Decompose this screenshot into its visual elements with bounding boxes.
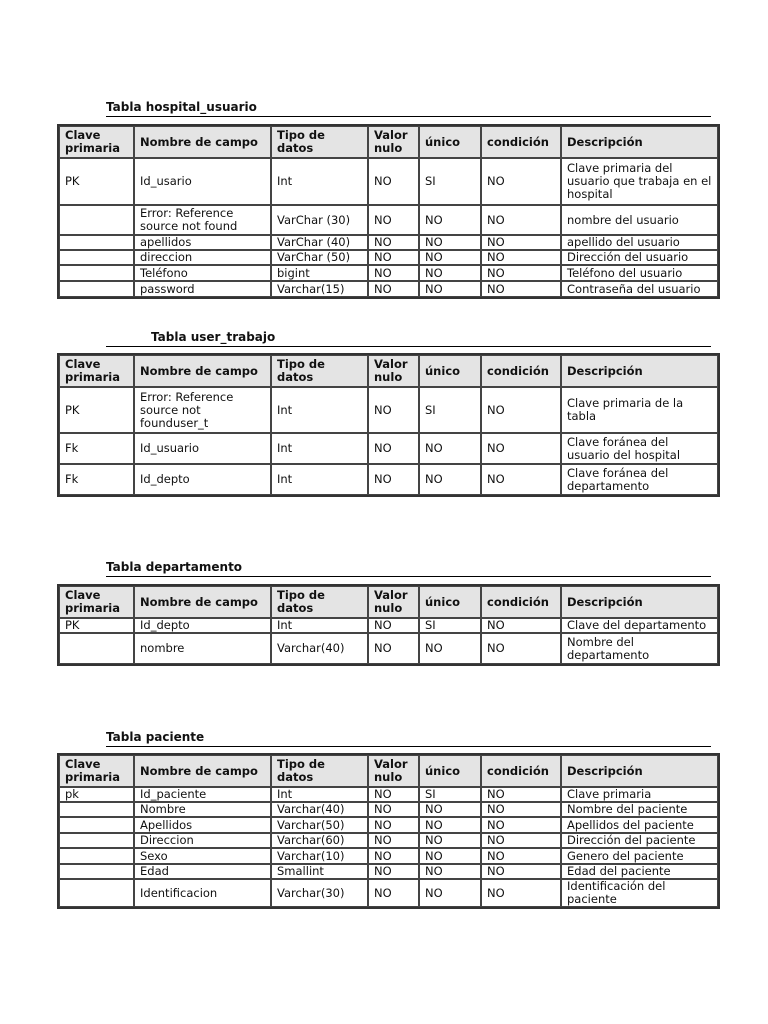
cell: Dirección del paciente xyxy=(561,833,718,848)
cell xyxy=(59,265,134,281)
cell: pk xyxy=(59,787,134,802)
cell: Teléfono xyxy=(134,265,271,281)
header-cell: Tipo de datos xyxy=(271,755,368,787)
table-row xyxy=(59,158,718,205)
cell: Varchar(40) xyxy=(271,802,368,817)
cell: NO xyxy=(481,250,561,265)
cell: Error: Reference source not founduser_t xyxy=(134,387,271,433)
cell: Dirección del usuario xyxy=(561,250,718,265)
cell: Id_usuario xyxy=(134,433,271,464)
cell: NO xyxy=(419,464,481,495)
cell: Id_usario xyxy=(134,158,271,205)
cell: NO xyxy=(481,281,561,297)
cell: Fk xyxy=(59,433,134,464)
header-cell: Valor nulo xyxy=(368,755,419,787)
cell: NO xyxy=(419,833,481,848)
cell: Int xyxy=(271,464,368,495)
cell: NO xyxy=(481,433,561,464)
header-cell: Descripción xyxy=(561,586,718,618)
header-cell: Descripción xyxy=(561,755,718,787)
cell: NO xyxy=(481,387,561,433)
cell: Clave primaria del usuario que trabaja en el hospital xyxy=(561,158,718,205)
table-row xyxy=(59,281,718,297)
header-cell: condición xyxy=(481,355,561,387)
cell: NO xyxy=(368,633,419,664)
cell: Clave foránea del usuario del hospital xyxy=(561,433,718,464)
header-cell: único xyxy=(419,586,481,618)
header-cell: Descripción xyxy=(561,126,718,158)
cell: Varchar(30) xyxy=(271,879,368,907)
cell: NO xyxy=(368,250,419,265)
cell: bigint xyxy=(271,265,368,281)
schema-table xyxy=(57,124,720,299)
cell: Edad del paciente xyxy=(561,864,718,879)
cell: NO xyxy=(481,205,561,235)
cell xyxy=(59,802,134,817)
table-title: Tabla user_trabajo xyxy=(106,330,711,347)
cell: NO xyxy=(368,235,419,250)
cell: Int xyxy=(271,433,368,464)
cell: Id_depto xyxy=(134,464,271,495)
header-row xyxy=(59,355,718,387)
cell: Varchar(10) xyxy=(271,848,368,864)
header-cell: condición xyxy=(481,586,561,618)
cell: NO xyxy=(481,833,561,848)
cell: NO xyxy=(481,802,561,817)
cell: NO xyxy=(368,879,419,907)
header-cell: condición xyxy=(481,755,561,787)
cell: NO xyxy=(368,158,419,205)
header-cell: Nombre de campo xyxy=(134,755,271,787)
cell: Identificacion xyxy=(134,879,271,907)
table-row xyxy=(59,802,718,817)
header-cell: único xyxy=(419,755,481,787)
header-cell: Nombre de campo xyxy=(134,355,271,387)
table-row xyxy=(59,464,718,495)
table-row xyxy=(59,879,718,907)
cell: Id_depto xyxy=(134,618,271,633)
cell: Varchar(60) xyxy=(271,833,368,848)
header-cell: condición xyxy=(481,126,561,158)
header-cell: Clave primaria xyxy=(59,755,134,787)
cell: Int xyxy=(271,387,368,433)
table-title: Tabla paciente xyxy=(106,730,711,747)
cell: NO xyxy=(368,817,419,833)
table-row xyxy=(59,864,718,879)
cell: Apellidos xyxy=(134,817,271,833)
cell: Fk xyxy=(59,464,134,495)
cell: NO xyxy=(481,879,561,907)
table-title: Tabla departamento xyxy=(106,560,711,577)
cell xyxy=(59,833,134,848)
cell: NO xyxy=(481,633,561,664)
table-row xyxy=(59,433,718,464)
cell: Edad xyxy=(134,864,271,879)
cell: Contraseña del usuario xyxy=(561,281,718,297)
cell xyxy=(59,205,134,235)
cell: Genero del paciente xyxy=(561,848,718,864)
cell: NO xyxy=(368,618,419,633)
cell: PK xyxy=(59,158,134,205)
schema-table xyxy=(57,353,720,497)
header-row xyxy=(59,586,718,618)
cell: Id_paciente xyxy=(134,787,271,802)
cell xyxy=(59,817,134,833)
cell: NO xyxy=(368,864,419,879)
cell: NO xyxy=(419,879,481,907)
cell: NO xyxy=(419,802,481,817)
cell: VarChar (50) xyxy=(271,250,368,265)
cell: Teléfono del usuario xyxy=(561,265,718,281)
cell: NO xyxy=(368,802,419,817)
header-cell: Clave primaria xyxy=(59,586,134,618)
cell: NO xyxy=(481,464,561,495)
cell: apellidos xyxy=(134,235,271,250)
cell xyxy=(59,633,134,664)
cell: Error: Reference source not found xyxy=(134,205,271,235)
header-cell: Nombre de campo xyxy=(134,126,271,158)
cell: NO xyxy=(419,864,481,879)
cell: NO xyxy=(419,633,481,664)
cell: NO xyxy=(368,387,419,433)
cell: NO xyxy=(419,265,481,281)
cell: VarChar (40) xyxy=(271,235,368,250)
cell: Smallint xyxy=(271,864,368,879)
table-row xyxy=(59,205,718,235)
header-cell: Tipo de datos xyxy=(271,355,368,387)
header-cell: Nombre de campo xyxy=(134,586,271,618)
header-cell: Valor nulo xyxy=(368,355,419,387)
cell: password xyxy=(134,281,271,297)
cell: SI xyxy=(419,618,481,633)
cell: NO xyxy=(481,265,561,281)
table-row xyxy=(59,848,718,864)
cell: Int xyxy=(271,158,368,205)
cell: Nombre del departamento xyxy=(561,633,718,664)
schema-table xyxy=(57,584,720,666)
cell: Varchar(15) xyxy=(271,281,368,297)
cell xyxy=(59,250,134,265)
cell: NO xyxy=(481,848,561,864)
cell xyxy=(59,879,134,907)
cell: NO xyxy=(368,265,419,281)
header-cell: Tipo de datos xyxy=(271,126,368,158)
cell: NO xyxy=(368,433,419,464)
cell: NO xyxy=(419,250,481,265)
cell: NO xyxy=(419,281,481,297)
cell: NO xyxy=(481,787,561,802)
cell: SI xyxy=(419,158,481,205)
cell: VarChar (30) xyxy=(271,205,368,235)
header-row xyxy=(59,755,718,787)
cell: NO xyxy=(481,817,561,833)
header-row xyxy=(59,126,718,158)
table-row xyxy=(59,817,718,833)
cell: direccion xyxy=(134,250,271,265)
cell: PK xyxy=(59,387,134,433)
cell: Sexo xyxy=(134,848,271,864)
table-row xyxy=(59,618,718,633)
cell xyxy=(59,864,134,879)
header-cell: Tipo de datos xyxy=(271,586,368,618)
cell: NO xyxy=(481,235,561,250)
cell: Direccion xyxy=(134,833,271,848)
cell: NO xyxy=(481,864,561,879)
table-title: Tabla hospital_usuario xyxy=(106,100,711,117)
header-cell: Valor nulo xyxy=(368,586,419,618)
header-cell: único xyxy=(419,126,481,158)
cell: NO xyxy=(368,464,419,495)
cell: NO xyxy=(368,848,419,864)
cell: Apellidos del paciente xyxy=(561,817,718,833)
header-cell: Clave primaria xyxy=(59,126,134,158)
cell: Int xyxy=(271,618,368,633)
cell: nombre del usuario xyxy=(561,205,718,235)
cell: Varchar(40) xyxy=(271,633,368,664)
table-row xyxy=(59,633,718,664)
header-cell: Valor nulo xyxy=(368,126,419,158)
header-cell: único xyxy=(419,355,481,387)
header-cell: Clave primaria xyxy=(59,355,134,387)
table-row xyxy=(59,833,718,848)
cell: nombre xyxy=(134,633,271,664)
cell: NO xyxy=(419,848,481,864)
cell: NO xyxy=(481,158,561,205)
cell: NO xyxy=(419,433,481,464)
cell: SI xyxy=(419,387,481,433)
schema-table xyxy=(57,753,720,909)
table-row xyxy=(59,250,718,265)
table-row xyxy=(59,235,718,250)
cell: Varchar(50) xyxy=(271,817,368,833)
cell: NO xyxy=(419,205,481,235)
cell: Clave foránea del departamento xyxy=(561,464,718,495)
cell: apellido del usuario xyxy=(561,235,718,250)
table-row xyxy=(59,265,718,281)
cell: NO xyxy=(419,817,481,833)
cell: NO xyxy=(419,235,481,250)
header-cell: Descripción xyxy=(561,355,718,387)
table-row xyxy=(59,787,718,802)
table-row xyxy=(59,387,718,433)
cell: NO xyxy=(368,787,419,802)
cell: NO xyxy=(481,618,561,633)
cell: NO xyxy=(368,281,419,297)
cell: Nombre del paciente xyxy=(561,802,718,817)
cell: Clave primaria de la tabla xyxy=(561,387,718,433)
cell: Identificación del paciente xyxy=(561,879,718,907)
cell: Clave primaria xyxy=(561,787,718,802)
cell: PK xyxy=(59,618,134,633)
cell: Nombre xyxy=(134,802,271,817)
cell: Clave del departamento xyxy=(561,618,718,633)
cell: NO xyxy=(368,833,419,848)
cell: SI xyxy=(419,787,481,802)
cell xyxy=(59,848,134,864)
cell xyxy=(59,281,134,297)
cell xyxy=(59,235,134,250)
cell: NO xyxy=(368,205,419,235)
cell: Int xyxy=(271,787,368,802)
